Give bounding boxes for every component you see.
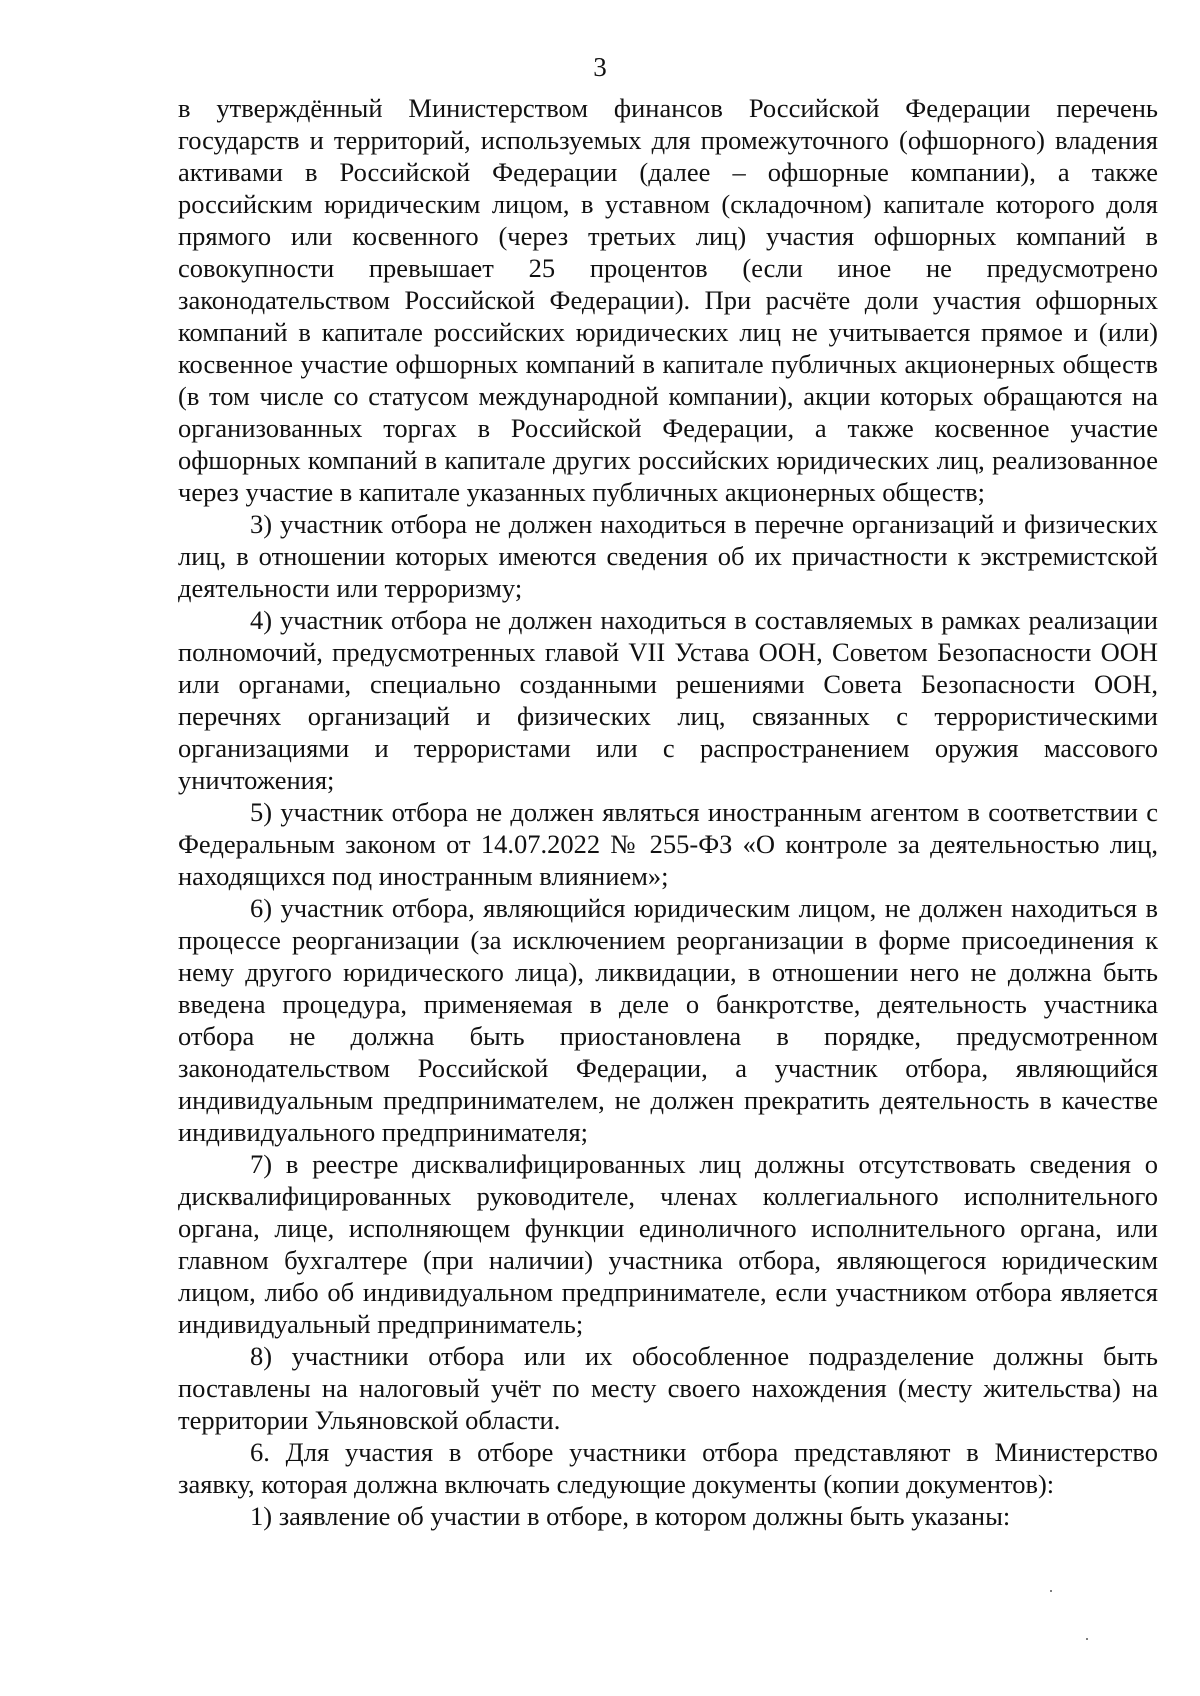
paragraph-item-4: 4) участник отбора не должен находиться в составляемых в рамках реализации полномочий, предусмотренных главой VII Устава ООН, Советом Безопасности ООН или органами, специально созданными решениями Совета Безопасности ООН, перечнях организаций и физических лиц, связанных с террористическими организациями и террористами или с распространением оружия массового уничтожения; bbox=[178, 605, 1158, 795]
page-number: 3 bbox=[593, 52, 607, 82]
paragraph-subitem-1: 1) заявление об участии в отборе, в котором должны быть указаны: bbox=[250, 1501, 1011, 1531]
paragraph-item-5: 5) участник отбора не должен являться иностранным агентом в соответствии с Федеральным законом от 14.07.2022 № 255-ФЗ «О контроле за деятельностью лиц, находящихся под иностранным влиянием»; bbox=[178, 797, 1158, 891]
paragraph-continuation: в утверждённый Министерством финансов Российской Федерации перечень государств и территорий, используемых для промежуточного (офшорного) владения активами в Российской Федерации (далее – офшорные компании), а также российским юридическим лицом, в уставном (складочном) капитале которого доля прямого или косвенного (через третьих лиц) участия офшорных компаний в совокупности превышает 25 процентов (если иное не предусмотрено законодательством Российской Федерации). При расчёте доли участия офшорных компаний в капитале российских юридических лиц не учитывается прямое и (или) косвенное участие офшорных компаний в капитале публичных акционерных обществ (в том числе со статусом международной компании), акции которых обращаются на организованных торгах в Российской Федерации, а также косвенное участие офшорных компаний в капитале других российских юридических лиц, реализованное через участие в капитале указанных публичных акционерных обществ; bbox=[178, 93, 1158, 507]
paragraph-item-7: 7) в реестре дисквалифицированных лиц должны отсутствовать сведения о дисквалифицированных руководителе, членах коллегиального исполнительного органа, лице, исполняющем функции единоличного исполнительного органа, или главном бухгалтере (при наличии) участника отбора, являющегося юридическим лицом, либо об индивидуальном предпринимателе, если участником отбора является индивидуальный предприниматель; bbox=[178, 1149, 1158, 1339]
paragraph-section-6: 6. Для участия в отборе участники отбора представляют в Министерство заявку, которая должна включать следующие документы (копии документов): bbox=[178, 1437, 1158, 1499]
paragraph-item-6: 6) участник отбора, являющийся юридическим лицом, не должен находиться в процессе реорганизации (за исключением реорганизации в форме присоединения к нему другого юридического лица), ликвидации, в отношении него не должна быть введена процедура, применяемая в деле о банкротстве, деятельность участника отбора не должна быть приостановлена в порядке, предусмотренном законодательством Российской Федерации, а участник отбора, являющийся индивидуальным предпринимателем, не должен прекратить деятельность в качестве индивидуального предпринимателя; bbox=[178, 893, 1158, 1147]
paragraph-item-8: 8) участники отбора или их обособленное подразделение должны быть поставлены на налоговый учёт по месту своего нахождения (месту жительства) на территории Ульяновской области. bbox=[178, 1341, 1158, 1435]
scan-speck bbox=[1050, 1590, 1052, 1592]
scan-speck bbox=[1086, 1638, 1088, 1640]
paragraph-item-3: 3) участник отбора не должен находиться в перечне организаций и физических лиц, в отношении которых имеются сведения об их причастности к экстремистской деятельности или терроризму; bbox=[178, 509, 1158, 603]
document-body bbox=[178, 92, 1158, 1532]
